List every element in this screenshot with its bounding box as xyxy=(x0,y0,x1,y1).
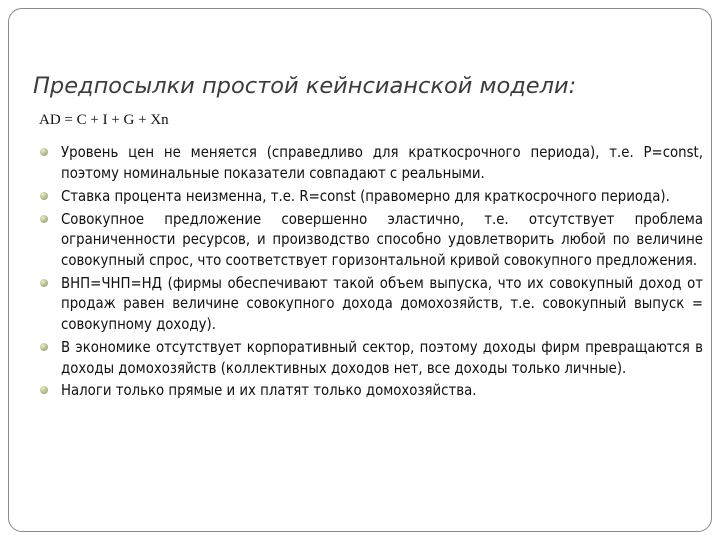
bullet-icon xyxy=(40,192,48,200)
list-item-text: В экономике отсутствует корпоративный сектор, поэтому доходы фирм превращаются в доходы домохозяйств (коллективных доходов нет, все доходы только личные). xyxy=(61,338,703,377)
list-item xyxy=(37,210,703,272)
bullet-icon xyxy=(40,148,48,156)
list-item-text: Совокупное предложение совершенно эластично, т.е. отсутствует проблема ограниченности ресурсов, и производство способно удовлетворить любой по величине совокупный спрос, что соответствует горизонтальной кривой совокупного предложения. xyxy=(61,210,703,269)
bullet-icon xyxy=(40,279,48,287)
slide-frame xyxy=(8,8,712,532)
aggregate-demand-formula: AD = C + I + G + Xn xyxy=(39,112,169,128)
assumptions-list xyxy=(37,143,703,404)
list-item xyxy=(37,187,703,208)
list-item xyxy=(37,143,703,184)
list-item-text: Налоги только прямые и их платят только домохозяйства. xyxy=(61,382,477,400)
bullet-icon xyxy=(40,343,48,351)
bullet-icon xyxy=(40,386,48,394)
list-item-text: ВНП=ЧНП=НД (фирмы обеспечивают такой объем выпуска, что их совокупный доход от продаж равен величине совокупного дохода домохозяйств, т.е. совокупный выпуск = совокупному доходу). xyxy=(61,274,703,333)
list-item-text: Уровень цен не меняется (справедливо для краткосрочного периода), т.е. P=const, поэтому номинальные показатели совпадают с реальными. xyxy=(61,144,703,182)
list-item-text: Ставка процента неизменна, т.е. R=const (правомерно для краткосрочного периода). xyxy=(61,187,670,205)
list-item xyxy=(37,338,703,379)
bullet-icon xyxy=(40,215,48,223)
list-item xyxy=(37,274,703,336)
list-item xyxy=(37,381,703,402)
slide-title: Предпосылки простой кейнсианской модели: xyxy=(33,73,577,99)
